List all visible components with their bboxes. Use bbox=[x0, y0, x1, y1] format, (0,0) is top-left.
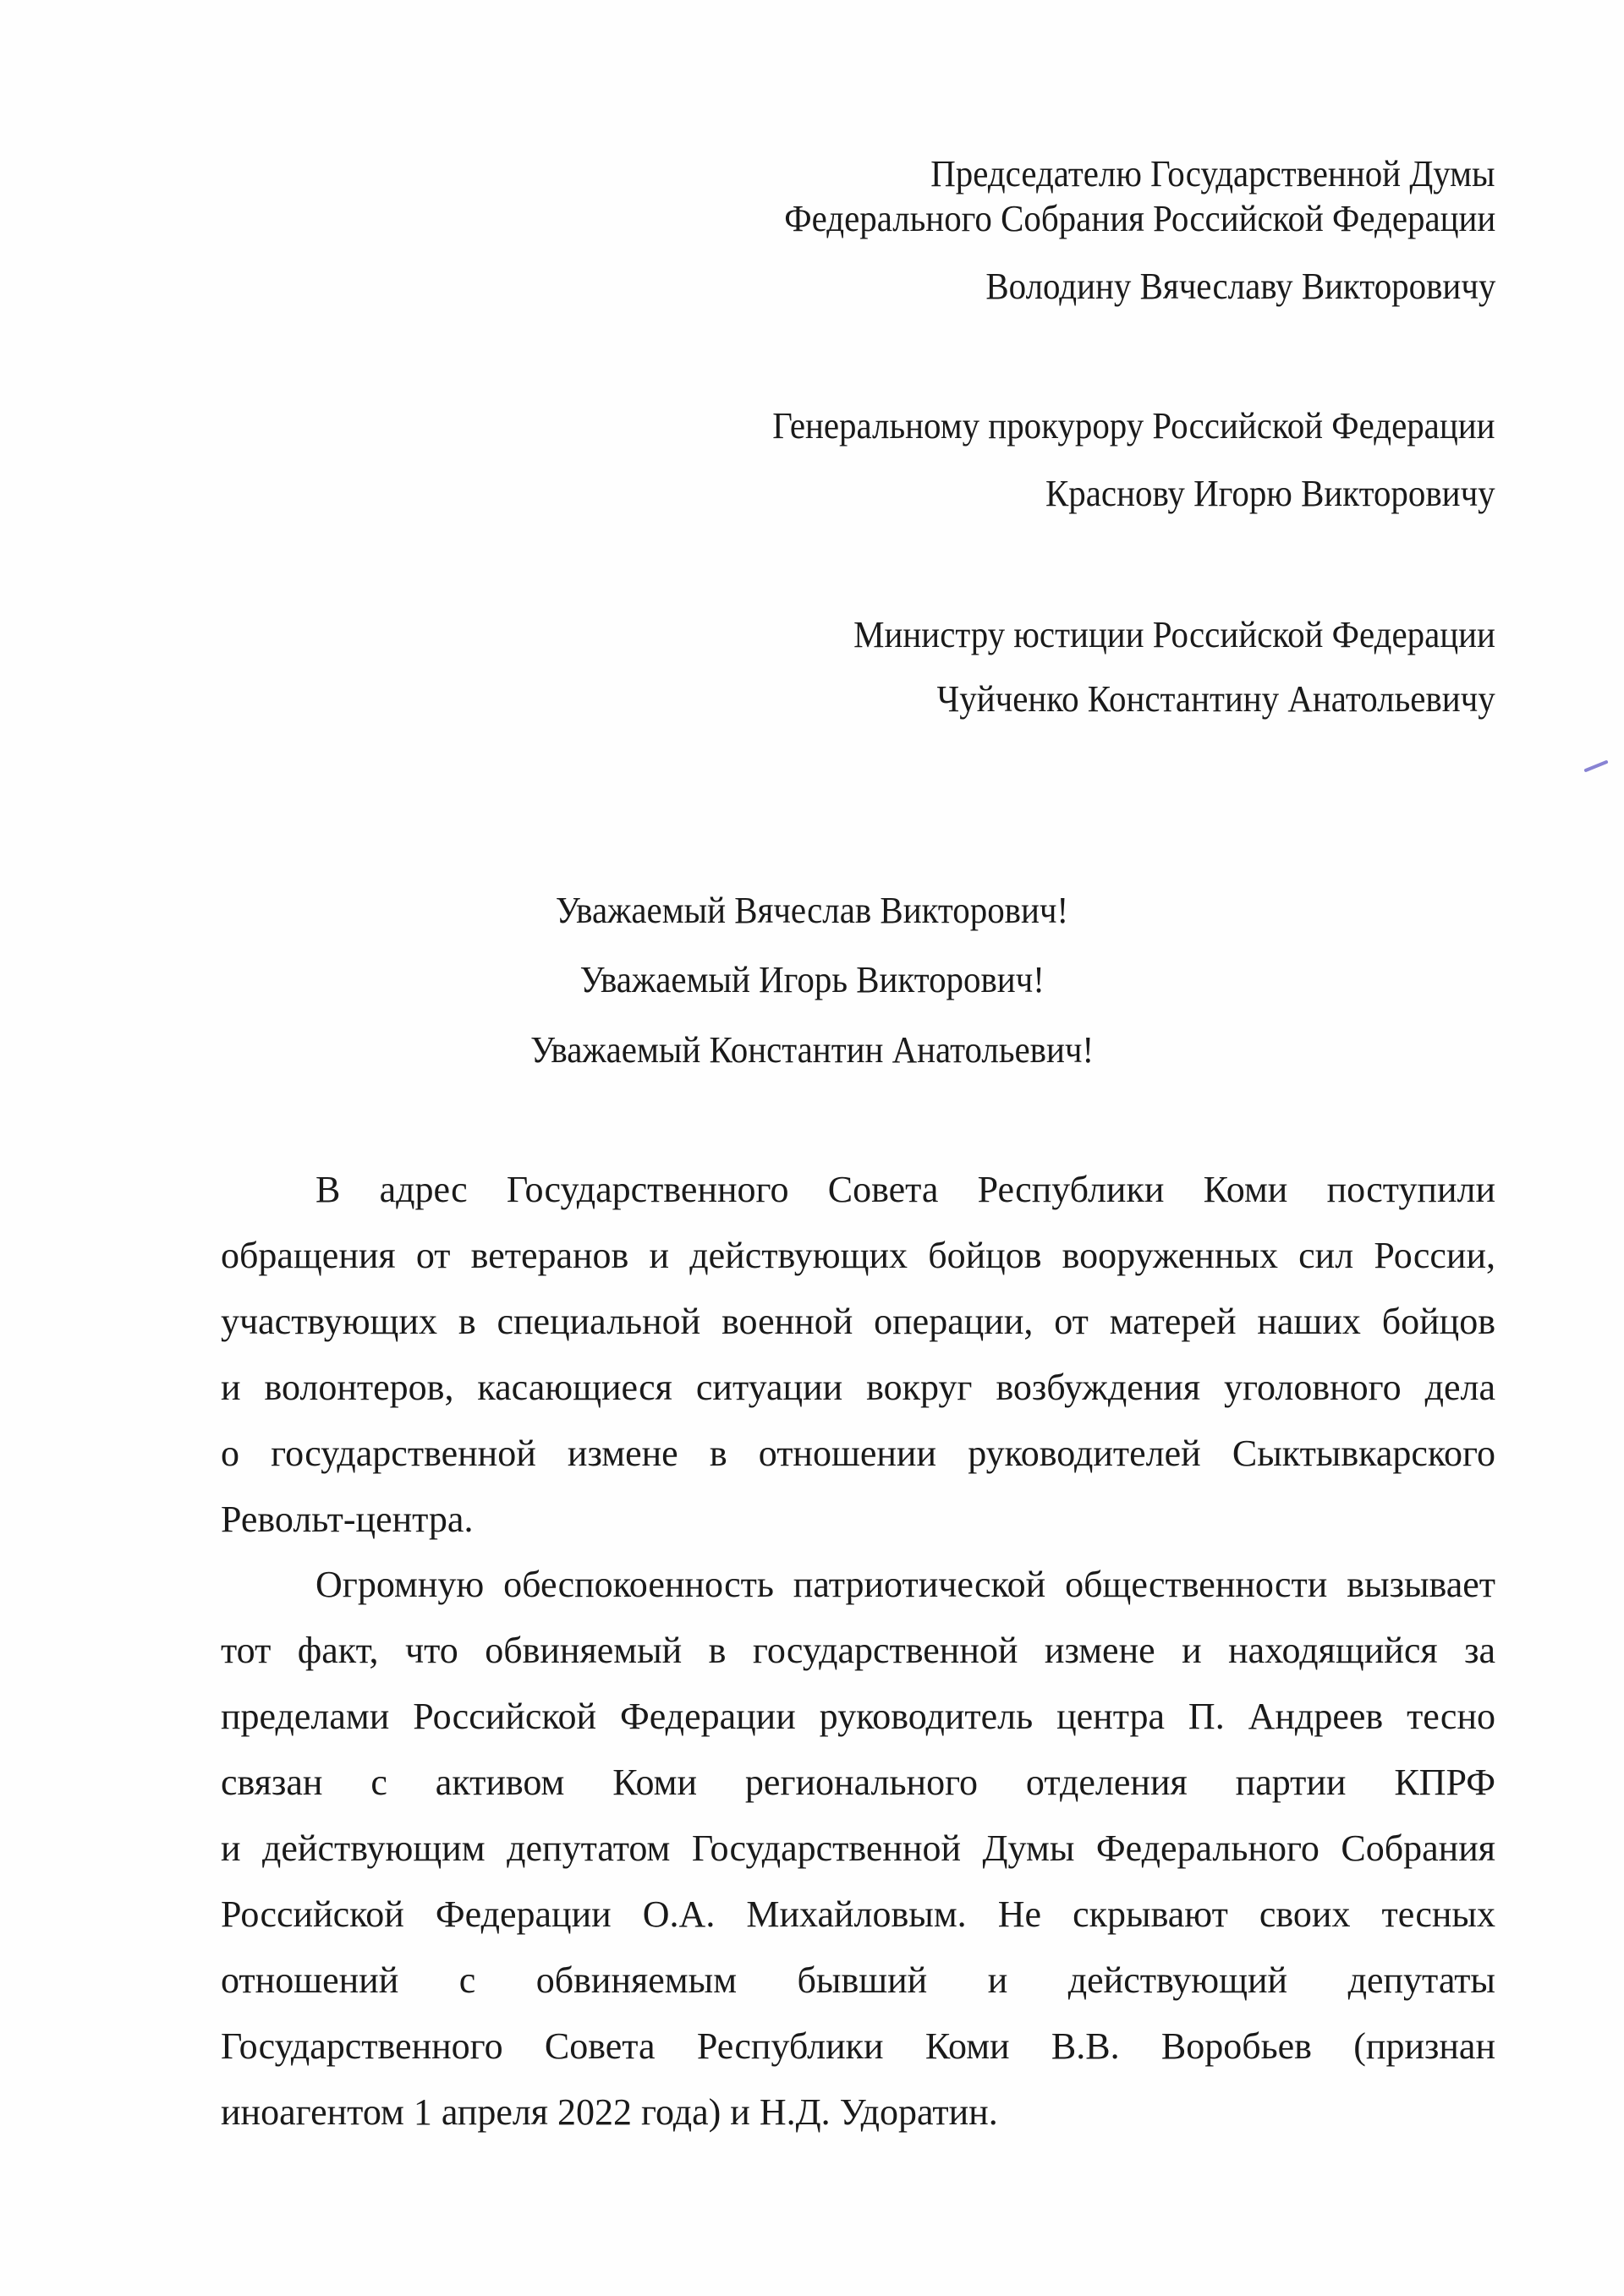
salutation bbox=[0, 1029, 1624, 1071]
paragraph-line: отношений с обвиняемым бывший и действующий депутаты bbox=[221, 1959, 1495, 2001]
addressee-title-line: Министру юстиции Российской Федерации bbox=[853, 614, 1495, 655]
addressee-name: Краснову Игорю Викторовичу bbox=[1045, 473, 1495, 514]
addressee-name: Чуйченко Константину Анатольевичу bbox=[937, 678, 1495, 720]
addressee-title-line: Председателю Государственной Думы bbox=[930, 153, 1495, 195]
addressee-title-line: Федерального Собрания Российской Федерации bbox=[783, 198, 1495, 239]
paragraph-line: участвующих в специальной военной операции, от матерей наших бойцов bbox=[221, 1300, 1495, 1342]
salutation-text: Уважаемый Вячеслав Викторович! bbox=[555, 890, 1069, 931]
paragraph-line: Огромную обеспокоенность патриотической общественности вызывает bbox=[315, 1564, 1495, 1606]
paragraph-line: и волонтеров, касающиеся ситуации вокруг возбуждения уголовного дела bbox=[221, 1366, 1495, 1408]
addressee-title-line: Генеральному прокурору Российской Федерации bbox=[772, 405, 1495, 447]
paragraph-line: обращения от ветеранов и действующих бойцов вооруженных сил России, bbox=[221, 1234, 1495, 1276]
paragraph-line: иноагентом 1 апреля 2022 года) и Н.Д. Удоратин. bbox=[221, 2091, 998, 2133]
salutation bbox=[0, 892, 1624, 929]
addressee-name: Володину Вячеславу Викторовичу bbox=[985, 266, 1495, 307]
paragraph-line: тот факт, что обвиняемый в государственной измене и находящийся за bbox=[221, 1630, 1495, 1672]
paragraph-line: о государственной измене в отношении руководителей Сыктывкарского bbox=[221, 1432, 1495, 1474]
pen-mark bbox=[1583, 760, 1608, 773]
paragraph-line: Государственного Совета Республики Коми В.В. Воробьев (признан bbox=[221, 2025, 1495, 2067]
salutation-text: Уважаемый Константин Анатольевич! bbox=[529, 1029, 1095, 1071]
salutation bbox=[0, 959, 1624, 1000]
paragraph-line: Российской Федерации О.А. Михайловым. Не скрывают своих тесных bbox=[221, 1893, 1495, 1935]
paragraph-line: связан с активом Коми регионального отделения партии КПРФ bbox=[221, 1762, 1495, 1804]
paragraph-line: и действующим депутатом Государственной Думы Федерального Собрания bbox=[221, 1827, 1495, 1869]
salutation-text: Уважаемый Игорь Викторович! bbox=[579, 959, 1045, 1000]
paragraph-line: В адрес Государственного Совета Республики Коми поступили bbox=[315, 1169, 1495, 1210]
paragraph-line: Револьт-центра. bbox=[221, 1498, 474, 1540]
paragraph-line: пределами Российской Федерации руководитель центра П. Андреев тесно bbox=[221, 1696, 1495, 1738]
